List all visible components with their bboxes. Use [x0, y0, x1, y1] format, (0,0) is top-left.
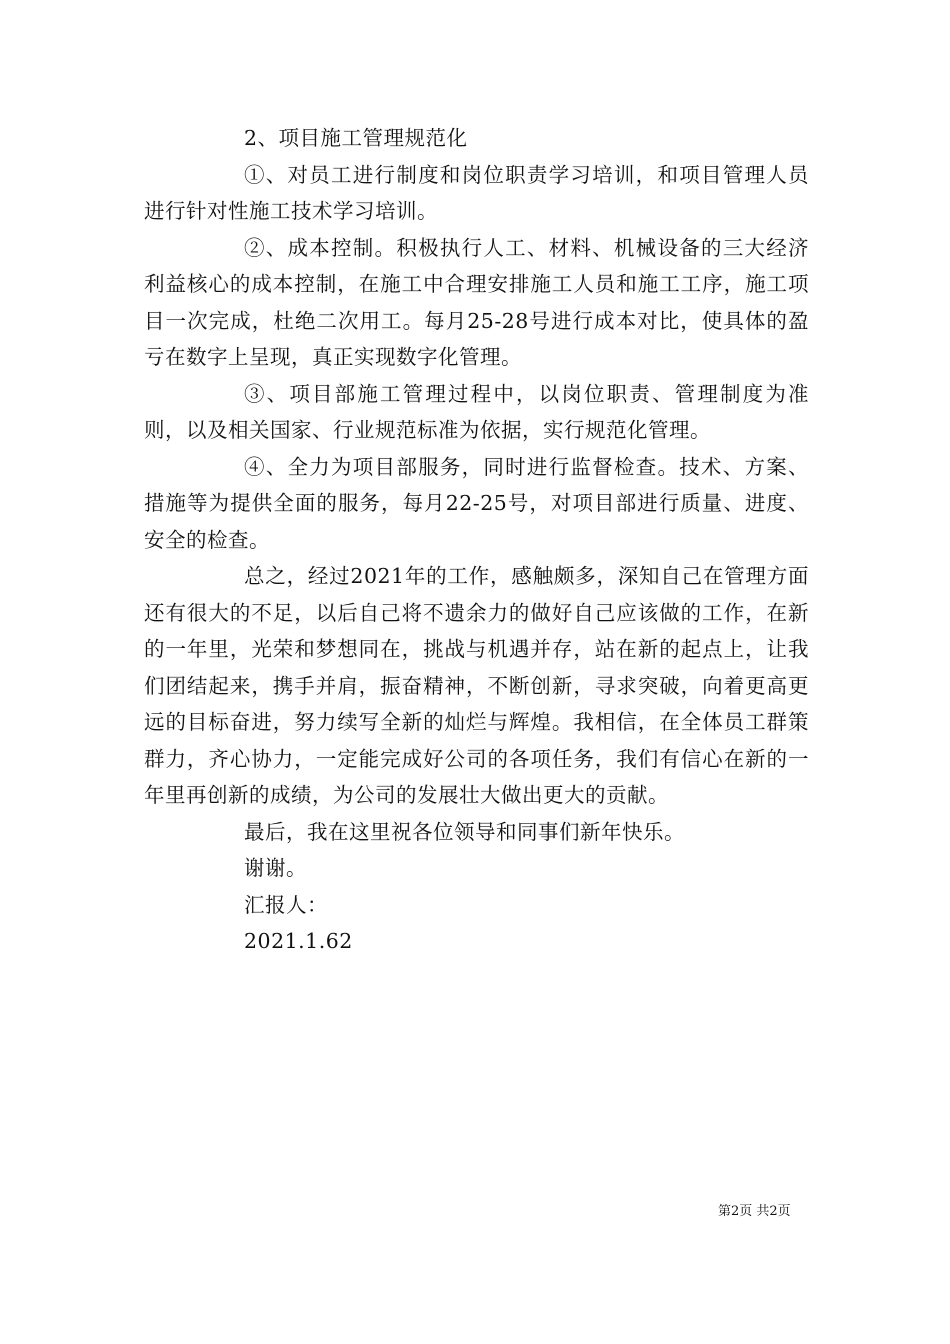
- report-date: 2021.1.62: [244, 929, 353, 953]
- paragraph-cost-control: ②、成本控制。积极执行人工、材料、机械设备的三大经济利益核心的成本控制，在施工中合理安排施工人员和施工工序，施工项目一次完成，杜绝二次用工。每月25-28号进行成本对比，使具体的盈亏在数字上呈现，真正实现数字化管理。: [144, 235, 809, 369]
- section-heading: 2、项目施工管理规范化: [244, 126, 468, 150]
- page-indicator: 第2页 共2页: [718, 1204, 791, 1219]
- document-body: [144, 120, 809, 960]
- paragraph-summary: 总之，经过2021年的工作，感触颇多，深知自己在管理方面还有很大的不足，以后自己将不遗余力的做好自己应该做的工作，在新的一年里，光荣和梦想同在，挑战与机遇并存，站在新的起点上，让我们团结起来，携手并肩，振奋精神，不断创新，寻求突破，向着更高更远的目标奋进，努力续写全新的灿烂与辉煌。我相信，在全体员工群策群力，齐心协力，一定能完成好公司的各项任务，我们有信心在新的一年里再创新的成绩，为公司的发展壮大做出更大的贡献。: [144, 564, 809, 807]
- paragraph-training: ①、对员工进行制度和岗位职责学习培训，和项目管理人员进行针对性施工技术学习培训。: [144, 162, 809, 223]
- closing-greeting: 最后，我在这里祝各位领导和同事们新年快乐。: [244, 819, 685, 844]
- closing-thanks: 谢谢。: [244, 856, 307, 880]
- paragraph-supervision: ④、全力为项目部服务，同时进行监督检查。技术、方案、措施等为提供全面的服务，每月22-25号，对项目部进行质量、进度、安全的检查。: [144, 454, 809, 552]
- reporter-label: 汇报人：: [244, 892, 328, 917]
- paragraph-standardized-management: ③、项目部施工管理过程中，以岗位职责、管理制度为准则，以及相关国家、行业规范标准为依据，实行规范化管理。: [144, 381, 809, 442]
